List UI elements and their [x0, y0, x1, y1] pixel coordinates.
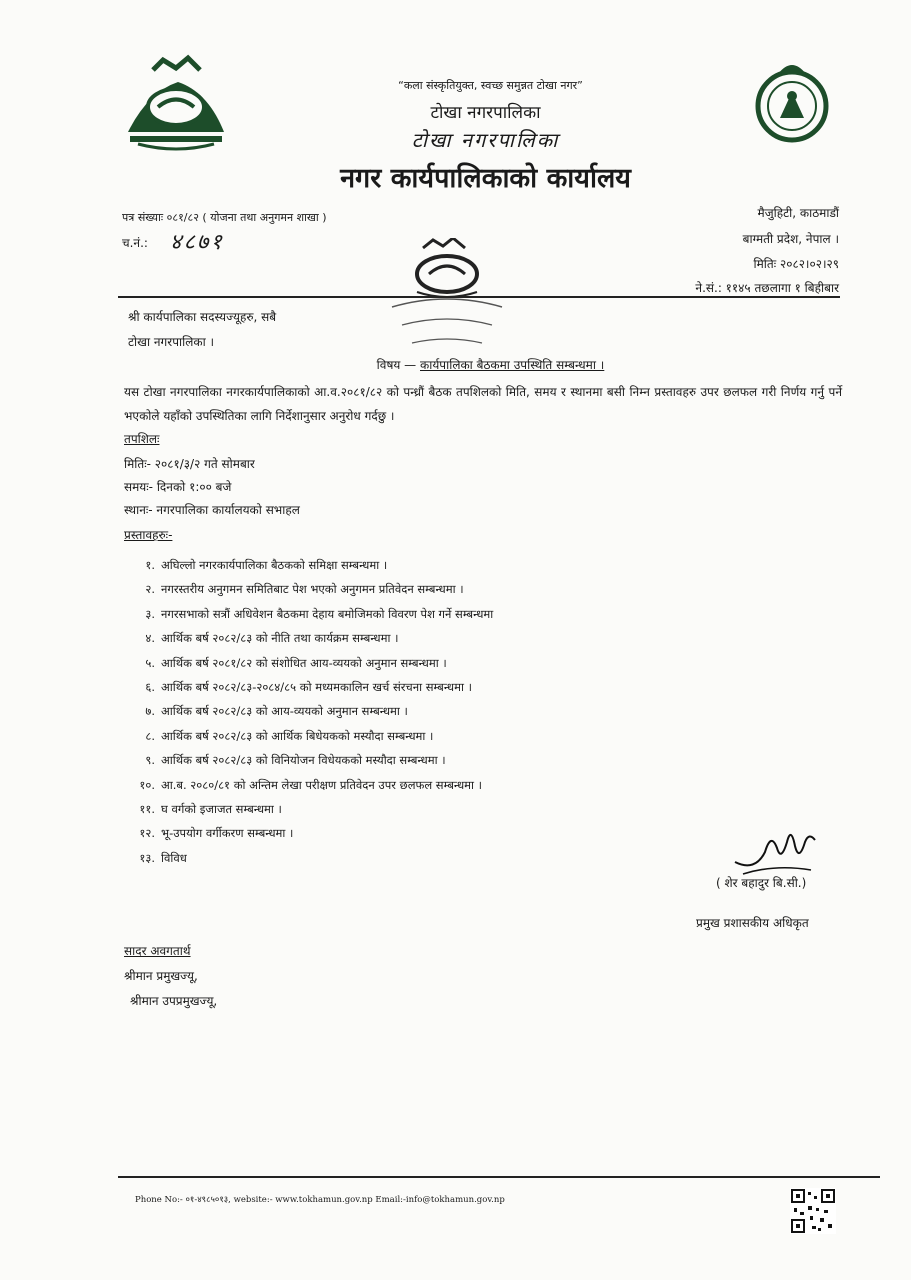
details-heading: तपशिलः [124, 432, 160, 446]
dispatch-number-value: ४८७१ [170, 230, 224, 255]
footer-divider [118, 1176, 880, 1178]
list-item: १३. विविध [139, 850, 187, 865]
meeting-date: मितिः- २०८१/३/२ गते सोमबार [124, 457, 255, 471]
address-line-1: मैजुहिटी, काठमाडौं [757, 206, 839, 220]
cc-line-2: श्रीमान उपप्रमुखज्यू, [130, 994, 218, 1008]
proposals-heading: प्रस्तावहरुः- [124, 528, 173, 542]
cc-line-1: श्रीमान प्रमुखज्यू, [124, 969, 198, 983]
municipality-name: टोखा नगरपालिका [430, 103, 541, 123]
qr-code-icon [790, 1188, 836, 1234]
list-item: १२. भू-उपयोग वर्गीकरण सम्बन्धमा । [139, 826, 294, 841]
subject-line [0, 356, 911, 373]
footer-contact: Phone No:- ०१-४९८५०१३, website:- www.tokhamun.gov.np Email:-info@tokhamun.gov.np [135, 1195, 505, 1205]
meeting-place: स्थानः- नगरपालिका कार्यालयको सभाहल [124, 503, 300, 517]
recipient-line-1: श्री कार्यपालिका सदस्यज्यूहरु, सबै [128, 310, 277, 324]
dispatch-number-label: च.नं.: [122, 236, 148, 250]
body-paragraph: यस टोखा नगरपालिका नगरकार्यपालिकाको आ.व.२०८१/८२ को पन्ध्रौं बैठक तपशिलको मिति, समय र स्थानमा बसी निम्न प्रस्तावहरु उपर छलफल गरी निर्णय गर्नु पर्ने भएकोले यहाँको उपस्थितिका लागि निर्देशानुसार अनुरोध गर्दछु । [124, 385, 842, 423]
list-item: ६. आर्थिक बर्ष २०८२/८३-२०८४/८५ को मध्यमकालिन खर्च संरचना सम्बन्धमा । [145, 679, 472, 694]
list-item: ७. आर्थिक बर्ष २०८२/८३ को आय-व्ययको अनुमान सम्बन्धमा । [145, 704, 408, 719]
round-seal-stamp-icon [372, 295, 522, 357]
header-divider [118, 296, 840, 298]
letter-date: मितिः २०८२।०२।२९ [753, 257, 839, 271]
list-item: ४. आर्थिक बर्ष २०८२/८३ को नीति तथा कार्यक्रम सम्बन्धमा । [145, 631, 399, 646]
office-title: नगर कार्यपालिकाको कार्यालय [340, 163, 631, 194]
list-item: ३. नगरसभाको सत्रौं अधिवेशन बैठकमा देहाय बमोजिमको विवरण पेश गर्ने सम्बन्धमा [145, 606, 494, 621]
municipality-name-calligraphy: टोखा नगरपालिका [411, 128, 560, 152]
list-item: ९. आर्थिक बर्ष २०८२/८३ को विनियोजन विधेयकको मस्यौदा सम्बन्धमा । [145, 753, 446, 768]
cc-heading: सादर अवगतार्थ [124, 944, 191, 958]
subject-label: विषय — [376, 358, 417, 372]
meeting-time: समयः- दिनको १:०० बजे [124, 480, 232, 494]
signatory-name: ( शेर बहादुर बि.सी.) [716, 876, 807, 890]
motto: “कला संस्कृतियुक्त, स्वच्छ समुन्नत टोखा नगर” [398, 79, 583, 92]
office-seal-stamp-icon [403, 238, 491, 302]
list-item: ११. घ वर्गको इजाजत सम्बन्धमा । [139, 801, 282, 816]
list-item: ५. आर्थिक बर्ष २०८१/८२ को संशोधित आय-व्ययको अनुमान सम्बन्धमा । [145, 655, 447, 670]
list-item: २. नगरस्तरीय अनुगमन समितिबाट पेश भएको अनुगमन प्रतिवेदन सम्बन्धमा । [145, 582, 464, 597]
subject-text: कार्यपालिका बैठकमा उपस्थिति सम्बन्धमा । [420, 358, 605, 372]
list-item: १०. आ.ब. २०८०/८१ को अन्तिम लेखा परीक्षण प्रतिवेदन उपर छलफल सम्बन्धमा । [139, 777, 483, 792]
signature [725, 812, 825, 880]
reference-number: पत्र संख्याः ०८१/८२ ( योजना तथा अनुगमन शाखा ) [122, 211, 327, 224]
address-line-2: बाग्मती प्रदेश, नेपाल । [742, 232, 839, 246]
nepal-samvat-date: ने.सं.: ११४५ तछलागा १ बिहीबार [695, 281, 839, 295]
list-item: १. अघिल्लो नगरकार्यपालिका बैठकको समिक्षा सम्बन्धमा । [145, 558, 388, 572]
signatory-title: प्रमुख प्रशासकीय अधिकृत [696, 916, 809, 930]
proposals-list [125, 553, 685, 870]
recipient-line-2: टोखा नगरपालिका । [128, 335, 215, 349]
list-item: ८. आर्थिक बर्ष २०८२/८३ को आर्थिक बिधेयकको मस्यौदा सम्बन्धमा । [145, 728, 434, 743]
